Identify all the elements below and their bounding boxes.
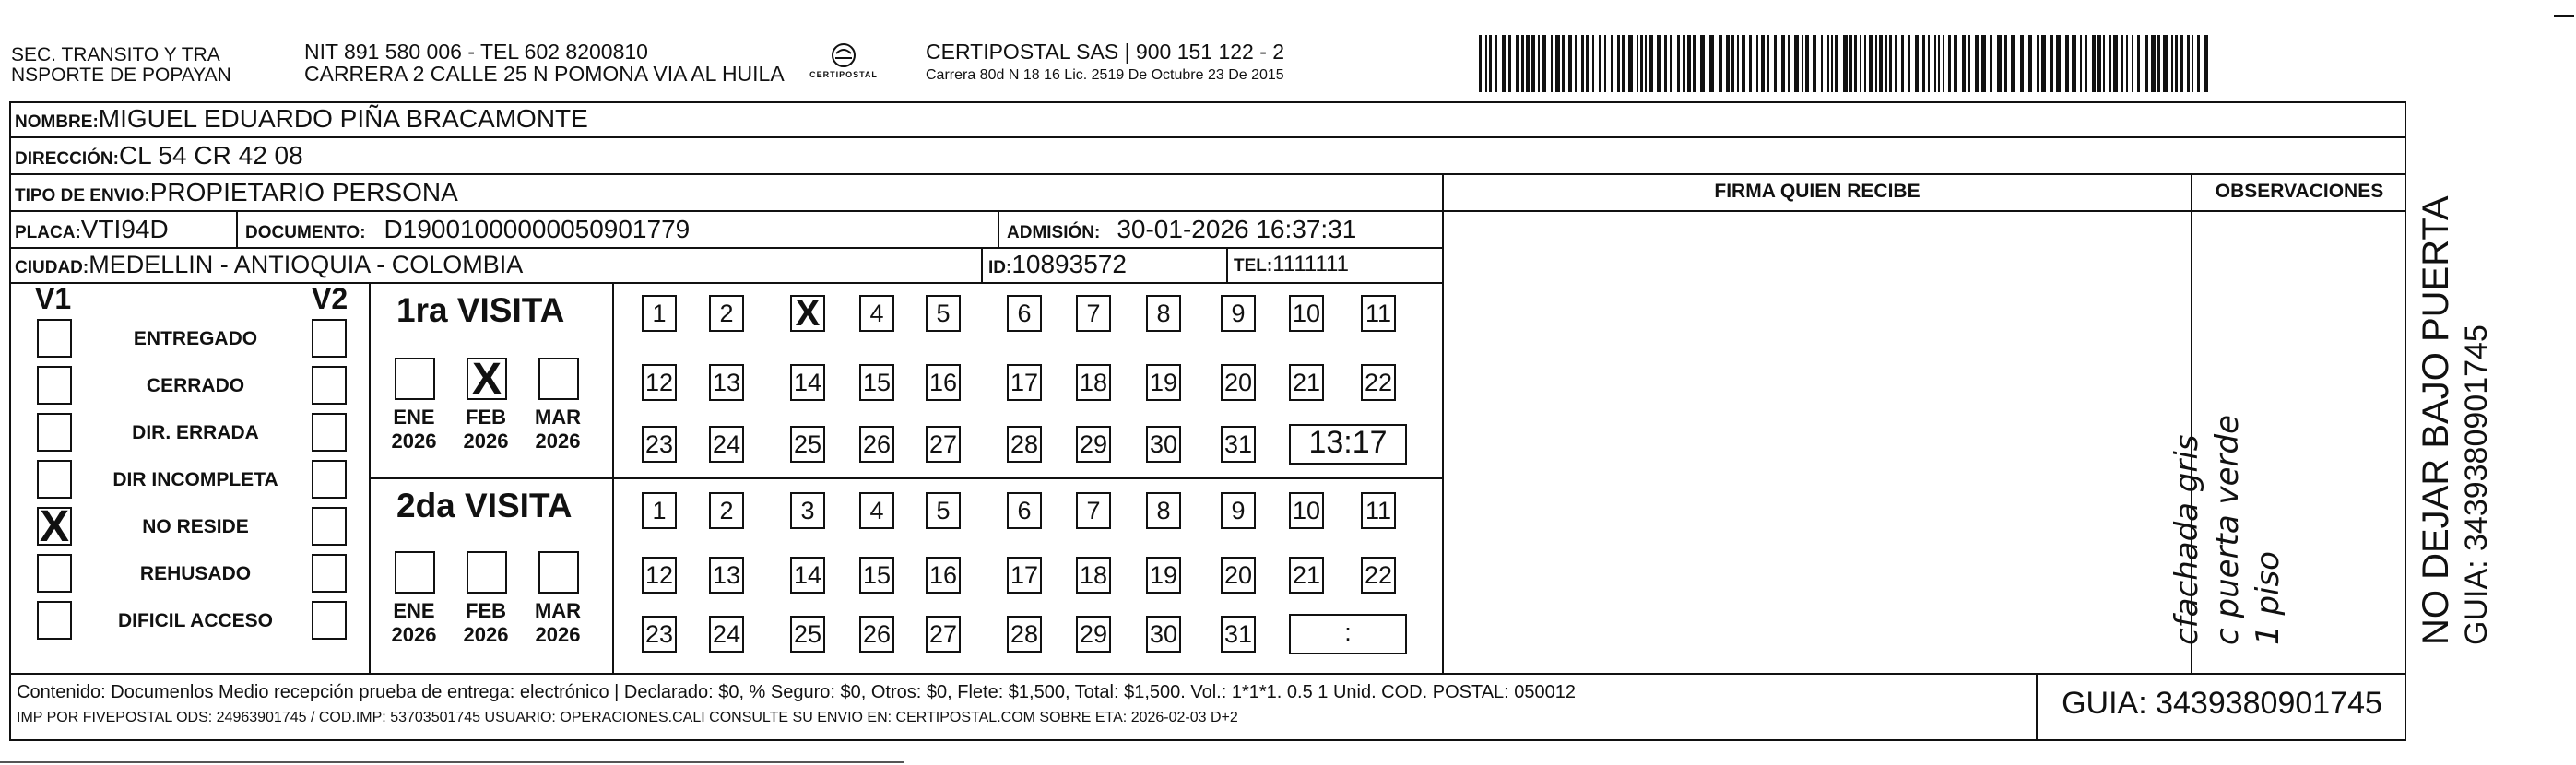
visita2-day[interactable]: 3 (790, 492, 825, 529)
visita1-day[interactable]: 6 (1007, 295, 1042, 332)
visita2-day[interactable]: 20 (1221, 557, 1256, 594)
barcode-bar (1687, 35, 1691, 92)
barcode-bar (1531, 35, 1535, 92)
visita1-day[interactable]: 26 (859, 426, 894, 463)
direccion-value: CL 54 CR 42 08 (118, 141, 303, 170)
month-name: FEB (466, 406, 506, 429)
side-guia: GUIA: 3439380901745 (2459, 324, 2494, 645)
barcode-bar (2175, 35, 2178, 92)
visita2-day[interactable]: 18 (1076, 557, 1111, 594)
observaciones-label: OBSERVACIONES (2215, 181, 2384, 202)
firma-label: FIRMA QUIEN RECIBE (1714, 181, 1920, 202)
v2-checkbox-1[interactable] (312, 366, 347, 405)
barcode-bar (2137, 35, 2140, 92)
barcode-bar (2004, 35, 2007, 92)
placa-row (15, 214, 169, 250)
status-label: DIR. ERRADA (132, 422, 259, 443)
courier-line-1: CERTIPOSTAL SAS | 900 151 122 - 2 (926, 40, 1285, 64)
barcode-bar (2056, 35, 2061, 92)
v1-checkbox-3[interactable] (37, 460, 72, 499)
tel-value: 1111111 (1272, 252, 1349, 277)
v1-checkbox-6[interactable] (37, 601, 72, 640)
barcode-bar (1788, 35, 1790, 92)
footer-line-2: IMP POR FIVEPOSTAL ODS: 24963901745 / COD.IMP: 53703501745 USUARIO: OPERACIONES.CALI CONSULTE SU ENVIO EN: CERTIPOSTAL.COM SOBRE ETA: 2026-02-03 D+2 (17, 710, 1238, 725)
visita2-day[interactable]: 27 (926, 616, 961, 653)
visita2-day[interactable]: 1 (642, 492, 677, 529)
visita1-day[interactable]: 14 (790, 364, 825, 401)
barcode-bar (1981, 35, 1986, 92)
v2-checkbox-5[interactable] (312, 554, 347, 593)
barcode-bar (1628, 35, 1633, 92)
v1-checkbox-2[interactable] (37, 413, 72, 452)
barcode-bar (1908, 35, 1910, 92)
logo-text: CERTIPOSTAL (809, 70, 878, 79)
barcode-bar (1948, 35, 1951, 92)
barcode-bar (1645, 35, 1647, 92)
tipo-envio-value: PROPIETARIO PERSONA (149, 178, 458, 206)
visita1-day[interactable]: 7 (1076, 295, 1111, 332)
footer-guia: GUIA: 3439380901745 (2062, 686, 2382, 721)
barcode-bar (1749, 35, 1752, 92)
logo-icon (802, 41, 885, 87)
barcode-bar (2151, 35, 2156, 92)
visita2-day[interactable]: 6 (1007, 492, 1042, 529)
barcode-bar (1683, 35, 1685, 92)
month-year: 2026 (391, 623, 437, 646)
barcode-bar (1640, 35, 1643, 92)
tipo-envio-row (15, 177, 458, 213)
barcode-bar (1502, 35, 1506, 92)
visita2-day[interactable]: 5 (926, 492, 961, 529)
barcode-bar (1677, 35, 1680, 92)
visita2-day[interactable]: 14 (790, 557, 825, 594)
visita1-day[interactable]: 10 (1289, 295, 1324, 332)
visita2-day[interactable]: 21 (1289, 557, 1324, 594)
barcode-bar (1962, 35, 1966, 92)
month-year: 2026 (463, 623, 509, 646)
month-label (526, 599, 590, 647)
barcode-bar (2132, 35, 2133, 92)
month-checkbox[interactable] (538, 551, 579, 594)
observaciones-handwritten (2167, 277, 2314, 645)
barcode-bar (1726, 35, 1730, 92)
barcode-bar (1849, 35, 1852, 92)
sender-line-1: SEC. TRANSITO Y TRA (11, 44, 220, 65)
month-checkbox[interactable] (538, 358, 579, 400)
visita1-day[interactable]: 21 (1289, 364, 1324, 401)
barcode-bar (1562, 35, 1565, 92)
barcode-bar (1693, 35, 1696, 92)
barcode-bar (2037, 35, 2039, 92)
barcode-bar (1895, 35, 1897, 92)
barcode-bar (1657, 35, 1661, 92)
nombre-row (15, 103, 588, 139)
admision-value: 30-01-2026 16:37:31 (1117, 215, 1357, 243)
visita1-day[interactable]: 11 (1361, 295, 1396, 332)
visita2-day[interactable]: 25 (790, 616, 825, 653)
visita2-day[interactable]: 4 (859, 492, 894, 529)
barcode-bar (1617, 35, 1620, 92)
visita1-day[interactable]: 22 (1361, 364, 1396, 401)
barcode-bar (2197, 35, 2200, 92)
month-year: 2026 (535, 623, 581, 646)
barcode-bar (1990, 35, 1992, 92)
id-label: ID: (988, 258, 1012, 277)
barcode-bar (1622, 35, 1625, 92)
barcode-bar (2103, 35, 2105, 92)
barcode-bar (1731, 35, 1734, 92)
barcode-bar (2171, 35, 2173, 92)
barcode-bar (2180, 35, 2183, 92)
barcode-bar (2080, 35, 2082, 92)
admision-label: ADMISIÓN: (1007, 223, 1101, 242)
side-text (2414, 111, 2495, 645)
month-name: ENE (393, 599, 435, 622)
barcode-bar (2028, 35, 2032, 92)
x-mark-icon: X (39, 502, 69, 551)
barcode (1479, 35, 2216, 92)
barcode-bar (1521, 35, 1524, 92)
visita2-day[interactable]: 10 (1289, 492, 1324, 529)
visita1-day[interactable]: 4 (859, 295, 894, 332)
visita2-time-box[interactable]: : (1289, 614, 1407, 654)
barcode-bar (1611, 35, 1613, 92)
barcode-bar (2157, 35, 2160, 92)
visita1-day[interactable]: 8 (1146, 295, 1181, 332)
barcode-bar (1831, 35, 1833, 92)
courier-line-2: Carrera 80d N 18 16 Lic. 2519 De Octubre 23 De 2015 (926, 67, 1284, 83)
sender-line-2: NSPORTE DE POPAYAN (11, 65, 231, 86)
barcode-bar (1934, 35, 1936, 92)
visita2-day[interactable]: 12 (642, 557, 677, 594)
ciudad-label: CIUDAD: (15, 258, 89, 277)
status-label: DIR INCOMPLETA (112, 469, 278, 490)
barcode-bar (1575, 35, 1577, 92)
obs-line-2: c puerta verde (2209, 414, 2246, 645)
barcode-bar (1901, 35, 1904, 92)
ciudad-row (15, 249, 523, 285)
month-year: 2026 (463, 430, 509, 453)
barcode-bar (1538, 35, 1540, 92)
barcode-bar (1700, 35, 1705, 92)
admision-row (1007, 214, 1356, 250)
barcode-bar (1709, 35, 1714, 92)
v2-label: V2 (312, 282, 349, 315)
direccion-label: DIRECCIÓN: (15, 149, 119, 169)
barcode-bar (2126, 35, 2128, 92)
v2-checkbox-2[interactable] (312, 413, 347, 452)
visita2-day[interactable]: 8 (1146, 492, 1181, 529)
v1-label: V1 (35, 282, 72, 315)
status-label: NO RESIDE (142, 516, 249, 537)
barcode-bar (2121, 35, 2123, 92)
month-label (454, 406, 518, 453)
barcode-bar (1767, 35, 1769, 92)
barcode-bar (1781, 35, 1785, 92)
v2-checkbox-4[interactable] (312, 507, 347, 546)
certipostal-logo (802, 41, 885, 87)
month-name: MAR (534, 599, 582, 622)
barcode-bar (1489, 35, 1492, 92)
documento-row (245, 214, 690, 250)
documento-label: DOCUMENTO: (245, 223, 366, 242)
v2-checkbox-0[interactable] (312, 319, 347, 358)
status-label: CERRADO (146, 375, 245, 396)
month-label (382, 599, 446, 647)
barcode-bar (1581, 35, 1584, 92)
barcode-bar (2011, 35, 2015, 92)
footer-line-1: Contenido: Documenlos Medio recepción prueba de entrega: electrónico | Declarado: $0, % Seguro: $0, Otros: $0, Flete: $1,500, Total: $1,500. Vol.: 1*1*1. 0.5 1 Unid. COD. POSTAL: 050012 (17, 682, 1577, 702)
v1-checkbox-0[interactable] (37, 319, 72, 358)
visita2-day[interactable]: 23 (642, 616, 677, 653)
barcode-bar (1794, 35, 1799, 92)
barcode-bar (2065, 35, 2069, 92)
barcode-bar (1879, 35, 1883, 92)
nombre-value: MIGUEL EDUARDO PIÑA BRACAMONTE (98, 104, 588, 133)
visita1-day[interactable]: 2 (709, 295, 744, 332)
barcode-bar (1599, 35, 1601, 92)
barcode-bar (1761, 35, 1765, 92)
visita2-day[interactable]: 29 (1076, 616, 1111, 653)
x-mark-icon: X (471, 355, 502, 404)
status-label: ENTREGADO (133, 328, 258, 349)
barcode-bar (1843, 35, 1848, 92)
barcode-bar (1915, 35, 1919, 92)
visita2-day[interactable]: 24 (709, 616, 744, 653)
tel-row (1234, 249, 1349, 283)
id-row (988, 249, 1127, 285)
barcode-bar (1943, 35, 1944, 92)
barcode-bar (1869, 35, 1873, 92)
barcode-bar (2020, 35, 2024, 92)
barcode-bar (2072, 35, 2076, 92)
visita1-day[interactable]: 25 (790, 426, 825, 463)
barcode-bar (1975, 35, 1979, 92)
visita1-day[interactable]: X (790, 295, 825, 332)
barcode-bar (2145, 35, 2148, 92)
barcode-bar (1737, 35, 1739, 92)
id-value: 10893572 (1011, 250, 1127, 278)
barcode-bar (1938, 35, 1940, 92)
side-title: NO DEJAR BAJO PUERTA (2416, 195, 2456, 645)
visita1-day[interactable]: 16 (926, 364, 961, 401)
month-name: ENE (393, 406, 435, 429)
barcode-bar (1885, 35, 1887, 92)
month-label (382, 406, 446, 453)
visita2-day[interactable]: 7 (1076, 492, 1111, 529)
visita1-day[interactable]: 28 (1007, 426, 1042, 463)
visita2-day[interactable]: 22 (1361, 557, 1396, 594)
tel-label: TEL: (1234, 256, 1273, 276)
v1-checkbox-4[interactable] (37, 502, 72, 551)
visita1-day[interactable]: 19 (1146, 364, 1181, 401)
barcode-bar (1568, 35, 1572, 92)
visita1-day[interactable]: 1 (642, 295, 677, 332)
barcode-bar (2163, 35, 2168, 92)
month-year: 2026 (535, 430, 581, 453)
barcode-bar (1508, 35, 1511, 92)
visita1-day[interactable]: 9 (1221, 295, 1256, 332)
visita2-day[interactable]: 11 (1361, 492, 1396, 529)
visita1-day[interactable]: 15 (859, 364, 894, 401)
barcode-bar (1968, 35, 1970, 92)
visita1-day[interactable]: 24 (709, 426, 744, 463)
barcode-bar (1485, 35, 1487, 92)
visita2-day[interactable]: 15 (859, 557, 894, 594)
address-line: CARRERA 2 CALLE 25 N POMONA VIA AL HUILA (304, 62, 785, 86)
month-checkbox[interactable] (467, 551, 507, 594)
barcode-bar (1860, 35, 1861, 92)
visita1-day[interactable]: 18 (1076, 364, 1111, 401)
barcode-bar (2204, 35, 2208, 92)
visita2-day[interactable]: 26 (859, 616, 894, 653)
barcode-bar (1835, 35, 1838, 92)
barcode-bar (1664, 35, 1667, 92)
v1-checkbox-5[interactable] (37, 554, 72, 593)
nombre-label: NOMBRE: (15, 112, 99, 132)
barcode-bar (2109, 35, 2111, 92)
visita1-day[interactable]: 30 (1146, 426, 1181, 463)
ciudad-value: MEDELLIN - ANTIOQUIA - COLOMBIA (89, 251, 524, 278)
barcode-bar (1516, 35, 1519, 92)
visita1-day[interactable]: 5 (926, 295, 961, 332)
obs-line-1: cfachada gris (2168, 434, 2205, 645)
barcode-bar (2192, 35, 2193, 92)
barcode-bar (1495, 35, 1497, 92)
barcode-bar (1542, 35, 1546, 92)
barcode-bar (2113, 35, 2118, 92)
visita2-day[interactable]: 16 (926, 557, 961, 594)
placa-value: VTI94D (80, 215, 169, 243)
obs-line-3: 1 piso (2250, 551, 2286, 645)
barcode-bar (1802, 35, 1803, 92)
barcode-bar (1526, 35, 1530, 92)
visita2-title: 2da VISITA (396, 487, 573, 524)
barcode-bar (2097, 35, 2101, 92)
barcode-bar (1479, 35, 1482, 92)
tipo-envio-label: TIPO DE ENVIO: (15, 186, 150, 206)
visita1-title: 1ra VISITA (396, 291, 565, 329)
documento-value: D19001000000050901779 (384, 215, 691, 243)
visita2-day[interactable]: 2 (709, 492, 744, 529)
month-label (526, 406, 590, 453)
barcode-bar (1928, 35, 1930, 92)
barcode-bar (1592, 35, 1594, 92)
month-name: MAR (534, 406, 582, 429)
placa-label: PLACA: (15, 223, 81, 242)
visita2-day[interactable]: 17 (1007, 557, 1042, 594)
visita1-day[interactable]: 29 (1076, 426, 1111, 463)
visita1-day[interactable]: 23 (642, 426, 677, 463)
barcode-bar (1670, 35, 1672, 92)
barcode-bar (1586, 35, 1589, 92)
barcode-bar (2050, 35, 2053, 92)
barcode-bar (1756, 35, 1758, 92)
barcode-bar (1805, 35, 1809, 92)
barcode-bar (1821, 35, 1823, 92)
barcode-bar (1875, 35, 1877, 92)
visita2-day[interactable]: 19 (1146, 557, 1181, 594)
barcode-bar (2041, 35, 2046, 92)
visita1-day[interactable]: 17 (1007, 364, 1042, 401)
barcode-bar (1864, 35, 1866, 92)
month-checkbox[interactable] (395, 551, 435, 594)
month-label (454, 599, 518, 647)
visita2-day[interactable]: 31 (1221, 616, 1256, 653)
barcode-bar (1604, 35, 1606, 92)
visita2-day[interactable]: 13 (709, 557, 744, 594)
visita1-day[interactable]: 27 (926, 426, 961, 463)
v2-checkbox-6[interactable] (312, 601, 347, 640)
visita2-day[interactable]: 9 (1221, 492, 1256, 529)
barcode-bar (1551, 35, 1553, 92)
barcode-bar (1954, 35, 1957, 92)
barcode-bar (2085, 35, 2087, 92)
barcode-bar (2092, 35, 2096, 92)
status-label: DIFICIL ACCESO (117, 610, 273, 631)
barcode-bar (1637, 35, 1638, 92)
visita2-day[interactable]: 28 (1007, 616, 1042, 653)
visita1-day[interactable]: 13 (709, 364, 744, 401)
barcode-bar (1827, 35, 1829, 92)
barcode-bar (2187, 35, 2190, 92)
barcode-bar (1889, 35, 1892, 92)
month-checkbox[interactable] (467, 355, 507, 404)
visita1-day[interactable]: 31 (1221, 426, 1256, 463)
month-name: FEB (466, 599, 506, 622)
barcode-bar (1719, 35, 1722, 92)
month-year: 2026 (391, 430, 437, 453)
nit-line: NIT 891 580 006 - TEL 602 8200810 (304, 40, 648, 64)
visita1-day[interactable]: 12 (642, 364, 677, 401)
month-checkbox[interactable] (395, 358, 435, 400)
v2-checkbox-3[interactable] (312, 460, 347, 499)
v1-checkbox-1[interactable] (37, 366, 72, 405)
barcode-bar (1742, 35, 1745, 92)
barcode-bar (1649, 35, 1653, 92)
direccion-row (15, 140, 303, 176)
barcode-bar (1555, 35, 1560, 92)
barcode-bar (1813, 35, 1816, 92)
barcode-bar (1854, 35, 1857, 92)
status-label: REHUSADO (139, 563, 252, 584)
barcode-bar (1922, 35, 1925, 92)
visita1-time-box[interactable]: 13:17 (1289, 424, 1407, 465)
barcode-bar (1774, 35, 1777, 92)
visita1-day[interactable]: 20 (1221, 364, 1256, 401)
barcode-bar (1997, 35, 2002, 92)
visita2-day[interactable]: 30 (1146, 616, 1181, 653)
